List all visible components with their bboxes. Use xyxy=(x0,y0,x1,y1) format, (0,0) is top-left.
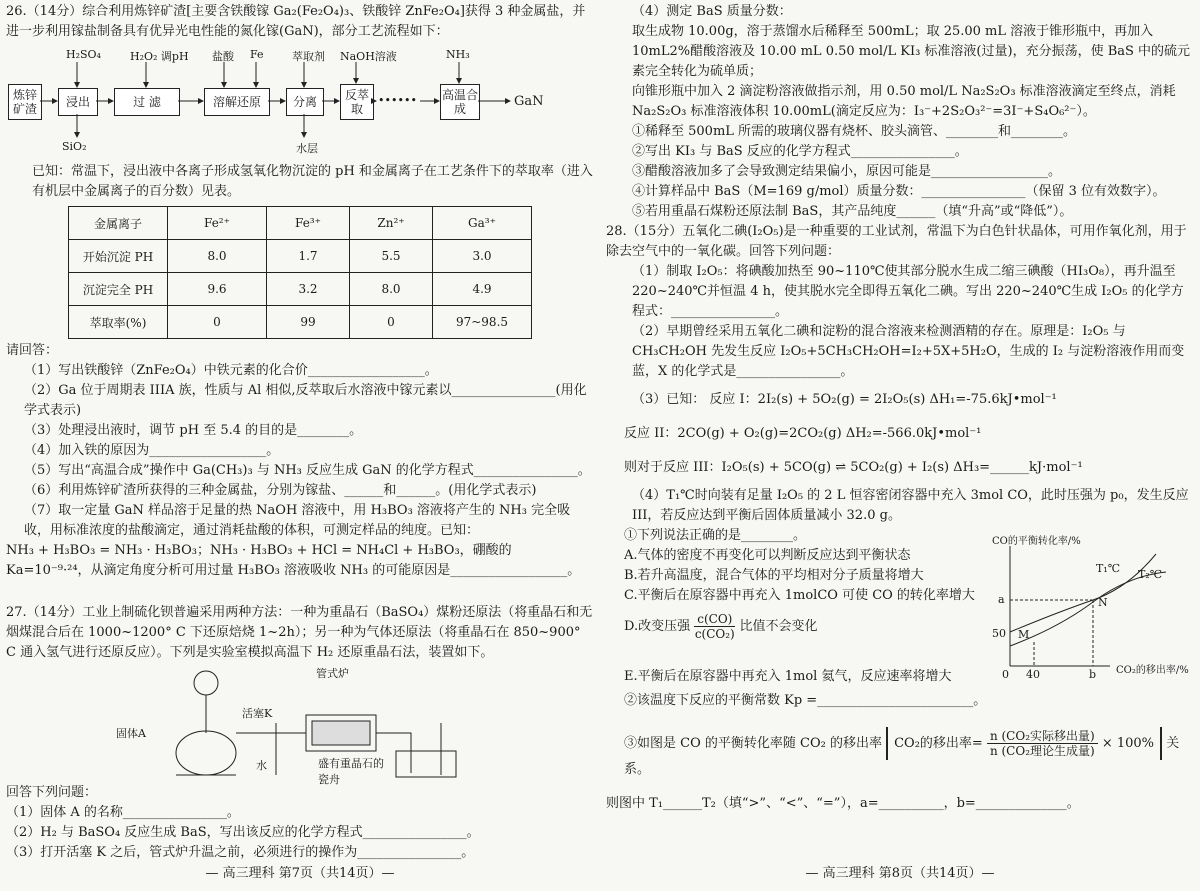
flow-label-fe: Fe xyxy=(250,48,264,61)
item-3-suffix: 关系。 xyxy=(624,736,1180,777)
q27-item-1: （1）固体 A 的名称________________。 xyxy=(6,805,240,820)
flow-box-synthesis: 高温合成 xyxy=(440,84,480,120)
q27-4-item-2: ②写出 KI₃ 与 BaS 反应的化学方程式________________。 xyxy=(632,144,968,159)
q28-4-option-b: B.若升高温度，混合气体的平均相对分子质量将增大 xyxy=(624,568,924,583)
label-valve-k: 活塞K xyxy=(242,707,273,720)
q28-4-item-3 xyxy=(606,727,1194,780)
graph-x0-label: 0 xyxy=(1002,668,1009,681)
table-cell: 0 xyxy=(350,306,433,339)
label-tube-furnace: 管式炉 xyxy=(316,667,349,680)
table-header-row xyxy=(69,207,532,240)
q28-part-3-reaction-2: 反应 II：2CO(g) + O₂(g)=2CO₂(g) ΔH₂=-566.0kJ•mol⁻¹ xyxy=(624,426,982,441)
q26-item-7-equations: NH₃ + H₃BO₃ = NH₃ · H₃BO₃；NH₃ · H₃BO₃ + HCl = NH₄Cl + H₃BO₃，硼酸的 Ka=10⁻⁹·²⁴，从滴定角度分析可用过量 H₃BO₃ 溶液吸收 NH₃ 的可能原因是__________________。 xyxy=(6,543,581,578)
graph-m-label: M xyxy=(1018,628,1030,641)
q28-4-option-e: E.平衡后在原容器中再充入 1mol 氦气，反应速率将增大 xyxy=(624,669,952,684)
flow-label-h2o2: H₂O₂ 调pH xyxy=(130,50,189,63)
q26-item-7: （7）取一定量 GaN 样品溶于足量的热 NaOH 溶液中，用 H₃BO₃ 溶液将产生的 NH₃ 完全吸收，用标准浓度的盐酸滴定，通过消耗盐酸的体积，可测定样品的纯度。已知： xyxy=(24,503,571,538)
q27-4-heading: （4）测定 BaS 质量分数： xyxy=(632,4,792,19)
q28-part-4: （4）T₁℃时向装有足量 I₂O₅ 的 2 L 恒容密闭容器中充入 3mol CO，此时压强为 p₀，发生反应 III，若反应达到平衡后固体质量减小 32.0 g。 xyxy=(632,488,1189,523)
q28-4-kp: ②该温度下反应的平衡常数 Kp =________________________。 xyxy=(624,693,987,708)
formula-denominator: n (CO₂理论生成量) xyxy=(989,744,1095,758)
q28-4-option-a: A.气体的密度不再变化可以判断反应达到平衡状态 xyxy=(624,548,911,563)
q27-item-2: （2）H₂ 与 BaSO₄ 反应生成 BaS，写出该反应的化学方程式________________。 xyxy=(6,825,480,840)
table-cell: 3.2 xyxy=(267,273,350,306)
table-row xyxy=(69,240,532,273)
option-d-fraction xyxy=(694,612,735,641)
page-7 xyxy=(6,2,594,887)
graph-xb-label: b xyxy=(1089,668,1097,681)
q27-prompt: 回答下列问题： xyxy=(6,785,98,800)
table-row xyxy=(69,273,532,306)
q26-item-2: （2）Ga 位于周期表 IIIA 族，性质与 Al 相似,反萃取后水溶液中镓元素以________________(用化学式表示) xyxy=(24,383,587,418)
flow-label-extractant: 萃取剂 xyxy=(292,50,325,63)
q27-item-3: （3）打开活塞 K 之后，管式炉升温之前，必须进行的操作为________________。 xyxy=(6,845,475,860)
formula-fraction xyxy=(987,729,1098,758)
flow-box-filter: 过 滤 xyxy=(114,88,180,116)
graph-50-label: 50 xyxy=(992,627,1006,640)
table-cell: 8.0 xyxy=(350,273,433,306)
graph-y-title: CO的平衡转化率/% xyxy=(992,536,1081,547)
apparatus-diagram xyxy=(116,663,466,786)
q28-4-item-1: ①下列说法正确的是________。 xyxy=(624,528,807,543)
conversion-graph xyxy=(988,532,1188,682)
table-cell: 0 xyxy=(168,306,267,339)
q28-heading: 28.（15分）五氧化二碘(I₂O₅)是一种重要的工业试剂，常温下为白色针状晶体，可用作氧化剂，用于除去空气中的一氧化碳。回答下列问题： xyxy=(606,224,1187,259)
flow-label-naoh: NaOH溶液 xyxy=(340,50,397,63)
flow-label-h2so4: H₂SO₄ xyxy=(66,48,101,61)
q27-4-para-2: 向锥形瓶中加入 2 滴淀粉溶液做指示剂，用 0.50 mol/L Na₂S₂O₃ 标准溶液滴定至终点，消耗 Na₂S₂O₃ 标准溶液体积 10.00mL(滴定反应为：I₃⁻+2S₂O₃²⁻=3I⁻+S₄O₆²⁻）。 xyxy=(632,84,1176,119)
q26-item-6: （6）利用炼锌矿渣所获得的三种金属盐，分别为镓盐、______和______。(用化学式表示) xyxy=(24,483,537,498)
flow-box-slag: 炼锌矿渣 xyxy=(8,84,42,120)
apparatus-drawing xyxy=(156,663,466,783)
q28-part-3-reaction-1: （3）已知： 反应 I：2I₂(s) + 5O₂(g) = 2I₂O₅(s) ΔH₁=-75.6kJ•mol⁻¹ xyxy=(632,392,1057,407)
metal-ion-table xyxy=(68,206,532,339)
table-cell: 4.9 xyxy=(433,273,532,306)
flow-box-separate: 分离 xyxy=(286,88,324,116)
option-d-prefix: D.改变压强 xyxy=(624,619,691,634)
table-header: Zn²⁺ xyxy=(350,207,433,240)
answer-prompt: 请回答： xyxy=(6,343,59,358)
q28-part-3-reaction-3: 则对于反应 III：I₂O₅(s) + 5CO(g) ⇌ 5CO₂(g) + I₂(s) ΔH₃=______kJ·mol⁻¹ xyxy=(624,460,1083,475)
graph-n-label: N xyxy=(1098,596,1108,609)
table-cell: 沉淀完全 PH xyxy=(69,273,168,306)
footer-page-8: — 高三理科 第8页（共14页）— xyxy=(805,866,995,881)
formula-numerator: n (CO₂实际移出量) xyxy=(987,729,1098,744)
q28-part-1: （1）制取 I₂O₅：将碘酸加热至 90~110℃使其部分脱水生成二缩三碘酸（HI₃O₈），再升温至 220~240℃并恒温 4 h，使其脱水完全即得五氧化二碘。写出 220~240℃生成 I₂O₅ 的化学方程式：________________。 xyxy=(632,264,1184,319)
flow-label-hcl: 盐酸 xyxy=(212,50,234,63)
item-3-prefix: ③如图是 CO 的平衡转化率随 CO₂ 的移出率 xyxy=(624,736,882,751)
table-header: 金属离子 xyxy=(69,207,168,240)
label-boat: 盛有重晶石的瓷舟 xyxy=(318,757,384,786)
known-condition: 已知：常温下，浸出液中各离子形成氢氧化物沉淀的 pH 和金属离子在工艺条件下的萃取率（进入有机层中金属离子的百分数）见表。 xyxy=(32,164,593,199)
graph-a-label: a xyxy=(998,593,1005,606)
q26-item-3: （3）处理浸出液时，调节 pH 至 5.4 的目的是________。 xyxy=(24,423,363,438)
removal-rate-formula xyxy=(886,727,1162,760)
q27-4-item-4: ④计算样品中 BaS（M=169 g/mol）质量分数：________________（保留 3 位有效数字）。 xyxy=(632,184,1166,199)
q27-4-item-3: ③醋酸溶液加多了会导致测定结果偏小，原因可能是__________________。 xyxy=(632,164,1062,179)
option-d-suffix: 比值不会变化 xyxy=(739,619,818,634)
graph-x40-label: 40 xyxy=(1026,668,1040,681)
q27-4-para-1: 取生成物 10.00g，溶于蒸馏水后稀释至 500mL；取 25.00 mL 溶液于锥形瓶中，再加入 10mL2%醋酸溶液及 10.00 mL 0.50 mol/L KI₃ 标准溶液(过量)，充分振荡，使 BaS 中的硫元素完全转化为硫单质； xyxy=(632,24,1191,79)
table-cell: 8.0 xyxy=(168,240,267,273)
flow-box-back-extract: 反萃取 xyxy=(340,84,374,120)
flow-product: GaN xyxy=(514,94,544,109)
final-blank-line: 则图中 T₁______T₂（填“>”、“<”、“=”），a=__________，b=______________。 xyxy=(606,796,1080,811)
flow-box-leach: 浸出 xyxy=(58,88,98,116)
page-8 xyxy=(606,2,1194,887)
q27-4-item-5: ⑤若用重晶石煤粉还原法制 BaS，其产品纯度______（填“升高”或“降低”）。 xyxy=(632,204,1073,219)
table-row xyxy=(69,306,532,339)
table-header: Fe³⁺ xyxy=(267,207,350,240)
q26-item-5: （5）写出“高温合成”操作中 Ga(CH₃)₃ 与 NH₃ 反应生成 GaN 的化学方程式________________。 xyxy=(24,463,591,478)
graph-t2-label: T₂℃ xyxy=(1138,568,1163,581)
table-header: Fe²⁺ xyxy=(168,207,267,240)
flow-label-water-layer: 水层 xyxy=(296,142,318,155)
q28-4-option-c: C.平衡后在原容器中再充入 1molCO 可使 CO 的转化率增大 xyxy=(624,588,975,603)
flow-ellipsis: •••••• xyxy=(378,94,417,107)
flow-label-nh3: NH₃ xyxy=(446,48,470,61)
table-cell: 3.0 xyxy=(433,240,532,273)
flow-box-reduce: 溶解还原 xyxy=(204,88,270,116)
label-solid-a: 固体A xyxy=(116,727,146,740)
option-d-denominator: c(CO₂) xyxy=(694,627,735,641)
flow-arrows xyxy=(6,44,594,162)
q27-4-item-1: ①稀释至 500mL 所需的玻璃仪器有烧杯、胶头滴管、________和________。 xyxy=(632,124,1077,139)
flow-label-sio2: SiO₂ xyxy=(62,140,87,153)
label-water: 水 xyxy=(256,759,267,772)
table-cell: 萃取率(%) xyxy=(69,306,168,339)
footer-page-7: — 高三理科 第7页（共14页）— xyxy=(205,866,395,881)
process-flow-diagram xyxy=(6,44,594,162)
graph-t1-label: T₁℃ xyxy=(1096,562,1121,575)
graph-x-title: CO₂的移出率/% xyxy=(1116,665,1189,676)
table-cell: 9.6 xyxy=(168,273,267,306)
table-header: Ga³⁺ xyxy=(433,207,532,240)
formula-lead: CO₂的移出率= xyxy=(894,736,983,751)
table-cell: 1.7 xyxy=(267,240,350,273)
table-cell: 99 xyxy=(267,306,350,339)
table-cell: 开始沉淀 PH xyxy=(69,240,168,273)
option-d-numerator: c(CO) xyxy=(694,612,735,627)
formula-times: × 100% xyxy=(1101,736,1155,751)
graph-plot xyxy=(988,532,1188,682)
q26-item-1: （1）写出铁酸锌（ZnFe₂O₄）中铁元素的化合价__________________。 xyxy=(24,363,438,378)
q28-part-2: （2）早期曾经采用五氧化二碘和淀粉的混合溶液来检测酒精的存在。原理是：I₂O₅ 与 CH₃CH₂OH 先发生反应 I₂O₅+5CH₃CH₂OH=I₂+5X+5H₂O，生成的 I₂ 与淀粉溶液作用而变蓝，X 的化学式是________________。 xyxy=(632,324,1185,379)
table-cell: 97~98.5 xyxy=(433,306,532,339)
table-cell: 5.5 xyxy=(350,240,433,273)
q26-item-4: （4）加入铁的原因为__________________。 xyxy=(24,443,280,458)
q26-heading: 26.（14分）综合利用炼锌矿渣[主要含铁酸镓 Ga₂(Fe₂O₄)₃、铁酸锌 ZnFe₂O₄]获得 3 种金属盐，并进一步利用镓盐制备具有优异光电性能的氮化镓(GaN)，部分工艺流程如下： xyxy=(6,4,586,39)
q27-heading: 27.（14分）工业上制硫化钡普遍采用两种方法：一种为重晶石（BaSO₄）煤粉还原法（将重晶石和无烟煤混合后在 1000~1200° C 下还原焙烧 1~2h）；另一种为气体还原法（将重晶石在 850~900° C 通入氢气进行还原反应）。下列是实验室模拟高温下 H₂ 还原重晶石法，装置如下。 xyxy=(6,605,593,660)
